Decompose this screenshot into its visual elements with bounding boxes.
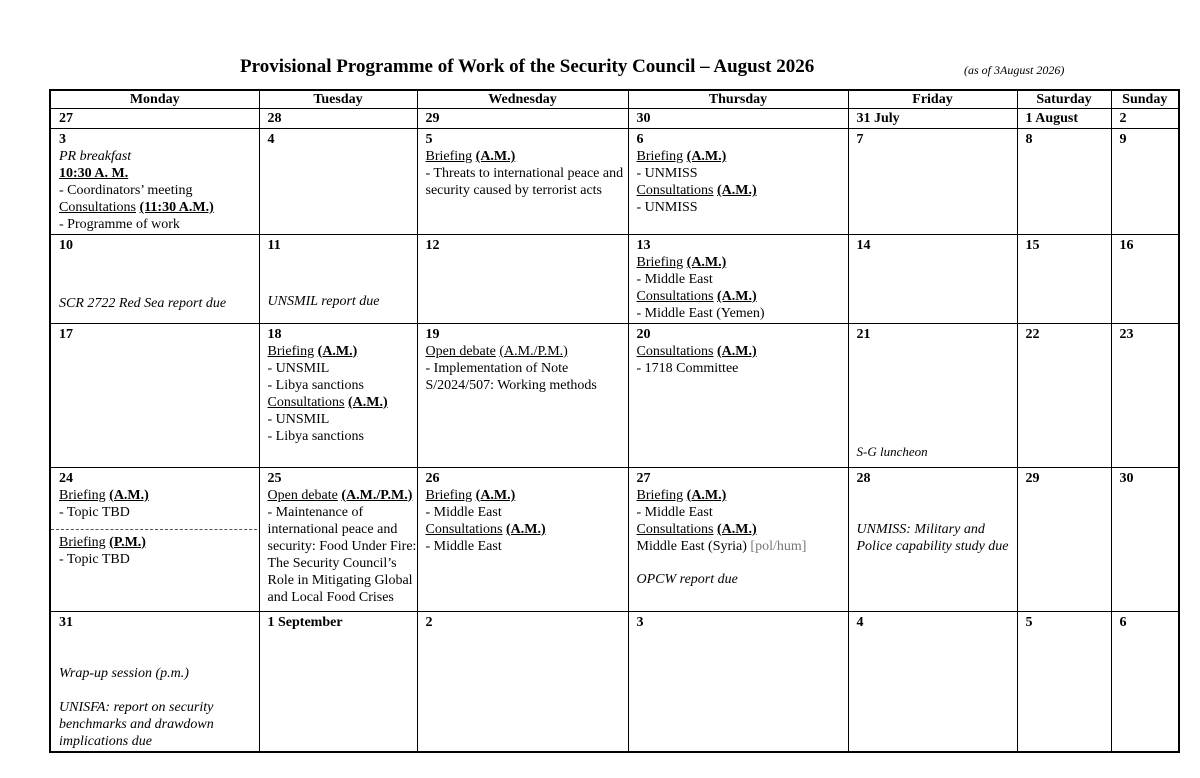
header-monday: Monday [50,90,259,109]
day-number: 8 [1025,132,1033,148]
day-number: 31 July [856,111,900,126]
day-cell [628,467,848,611]
event-heading [637,182,848,199]
day-cell [848,467,1017,611]
day-cell [1111,467,1179,611]
day-number: 13 [636,237,651,253]
day-number: 28 [267,111,282,126]
event-topic: Middle East (Syria) [636,538,747,554]
event-note: PR breakfast [59,149,132,165]
event-heading [637,487,848,504]
day-number: 2 [1119,111,1127,126]
day-number: 21 [856,326,871,342]
event-type: Open debate [425,343,496,359]
event-note: Wrap-up session (p.m.) [59,665,189,681]
day-cell [848,323,1017,467]
day-number: 29 [425,111,440,126]
day-number: 4 [267,132,275,148]
page-title: Provisional Programme of Work of the Security Council – August 2026 [240,56,815,77]
event-type: Open debate [267,487,338,503]
day-number: 3 [636,614,644,630]
day-number: 19 [425,326,440,342]
event-item: - UNSMIL [267,411,330,427]
week-row [50,467,1179,611]
week-row [50,109,1179,129]
day-cell [417,129,628,235]
day-cell [848,109,1017,129]
day-cell [417,323,628,467]
day-cell [1111,611,1179,752]
day-cell [50,467,259,611]
day-cell [50,234,259,323]
day-number: 27 [636,470,651,486]
event-type: Briefing [425,149,473,165]
day-cell [628,109,848,129]
day-number: 22 [1025,326,1040,342]
event-type: Consultations [636,521,714,537]
day-number: 30 [636,111,651,126]
day-cell [848,234,1017,323]
day-cell [1111,234,1179,323]
event-item: - Middle East [425,504,502,520]
event-type: Briefing [59,487,106,503]
week-row [50,234,1179,323]
weekday-header-row [50,90,1179,109]
day-cell [1111,323,1179,467]
event-item: - Topic TBD [59,504,130,520]
event-item: - Topic TBD [59,551,130,567]
event-item: - Programme of work [59,217,180,233]
event-heading [59,487,259,504]
event-time: (11:30 A.M.) [139,200,214,216]
event-note: UNISFA: report on security benchmarks and drawdown implications due [59,699,214,749]
day-number: 16 [1119,237,1134,253]
day-number: 4 [856,614,864,630]
event-item: - 1718 Committee [636,360,739,376]
event-heading [637,288,848,305]
event-time: (A.M.) [348,394,388,410]
day-number: 25 [267,470,282,486]
day-number: 27 [59,111,73,126]
event-time: (A.M.) [717,288,757,304]
event-heading [59,199,259,216]
event-note: S-G luncheon [856,443,928,459]
day-cell [1111,129,1179,235]
day-number: 28 [856,470,871,486]
day-cell [848,611,1017,752]
event-time: (A.M.) [109,487,149,503]
event-note: UNMISS: Military and Police capability study due [856,521,1009,554]
event-type: Consultations [59,200,137,216]
event-type: Briefing [636,149,684,165]
day-number: 2 [425,614,433,630]
event-type: Briefing [59,534,106,550]
header-wednesday: Wednesday [417,90,628,109]
day-number: 1 September [267,614,343,630]
day-cell [628,129,848,235]
event-item: - UNSMIL [267,360,330,376]
event-heading [426,487,628,504]
day-number: 23 [1119,326,1134,342]
day-number: 7 [856,132,864,148]
day-number: 12 [425,237,440,253]
event-item: - Libya sanctions [267,377,364,393]
event-item: - Threats to international peace and security caused by terrorist acts [425,166,624,199]
event-item: - Libya sanctions [267,428,364,444]
event-type: Briefing [636,487,684,503]
event-time: (A.M.) [317,343,358,359]
event-type: Consultations [636,183,714,199]
day-cell [417,611,628,752]
day-number: 9 [1119,132,1127,148]
event-item: - Implementation of Note S/2024/507: Working methods [425,360,597,393]
day-cell [628,234,848,323]
event-heading [637,148,848,165]
day-cell [50,611,259,752]
event-note: SCR 2722 Red Sea report due [59,295,227,311]
event-heading [59,534,259,551]
day-cell [259,611,417,752]
week-row [50,323,1179,467]
event-tag: [pol/hum] [750,538,807,554]
event-heading [268,487,417,504]
week-row [50,611,1179,752]
header-friday: Friday [848,90,1017,109]
day-cell [848,129,1017,235]
event-time: (A.M.) [475,487,516,503]
event-heading [268,343,417,360]
event-heading [426,148,628,165]
day-cell [50,323,259,467]
event-time: 10:30 A. M. [59,166,129,182]
calendar-table [49,89,1180,753]
day-number: 6 [1119,614,1127,630]
event-time: (A.M.) [506,521,546,537]
day-number: 1 August [1025,111,1079,126]
event-time: (A.M.) [717,521,757,537]
event-time: (A.M.) [717,183,757,199]
day-cell [628,611,848,752]
day-cell [259,129,417,235]
event-heading [637,254,848,271]
header-thursday: Thursday [628,90,848,109]
event-time: (A.M.) [686,149,727,165]
day-cell [259,109,417,129]
event-time: (A.M.) [686,487,727,503]
event-time: (A.M.) [686,254,727,270]
event-time: (A.M./P.M.) [341,487,413,503]
day-cell [1111,109,1179,129]
day-cell [417,467,628,611]
header-saturday: Saturday [1017,90,1111,109]
header-sunday: Sunday [1111,90,1179,109]
day-cell [259,234,417,323]
day-number: 31 [59,614,73,630]
day-number: 20 [636,326,651,342]
day-cell [1017,109,1111,129]
event-heading [426,521,628,538]
day-cell [628,323,848,467]
event-time: (A.M.) [717,343,757,359]
day-cell [259,467,417,611]
event-heading [637,343,848,360]
day-number: 10 [59,237,73,253]
event-heading [637,521,848,538]
day-cell [1017,323,1111,467]
day-number: 3 [59,132,66,148]
day-number: 5 [1025,614,1033,630]
event-type: Consultations [267,394,345,410]
day-number: 11 [267,237,281,253]
day-number: 29 [1025,470,1040,486]
week-row [50,129,1179,235]
day-number: 26 [425,470,440,486]
event-type: Briefing [425,487,473,503]
dashed-divider [51,529,259,530]
event-item: - UNMISS [636,200,698,216]
event-item: - Coordinators’ meeting [59,183,193,199]
event-item: - Middle East [636,504,713,520]
day-cell [1017,611,1111,752]
event-time: (A.M.) [475,149,516,165]
event-item [637,538,848,555]
event-item: - UNMISS [636,166,698,182]
event-item: - Middle East [636,271,713,287]
day-number: 18 [267,326,282,342]
event-type: Consultations [636,343,714,359]
day-cell [1017,129,1111,235]
event-note: OPCW report due [636,571,738,587]
day-number: 17 [59,326,73,342]
day-cell [259,323,417,467]
day-number: 14 [856,237,871,253]
event-type: Consultations [425,521,503,537]
day-cell [50,129,259,235]
event-time: (P.M.) [109,534,146,550]
day-number: 24 [59,470,73,486]
event-item: - Maintenance of international peace and security: Food Under Fire: The Security Council’s Role in Mitigating Global and Local Food Crises [267,504,417,605]
event-note: UNSMIL report due [267,293,380,309]
day-cell [1017,467,1111,611]
day-number: 5 [425,132,433,148]
day-cell [417,234,628,323]
header-tuesday: Tuesday [259,90,417,109]
day-number: 30 [1119,470,1134,486]
event-type: Consultations [636,288,714,304]
event-type: Briefing [267,343,315,359]
day-number: 6 [636,132,644,148]
day-cell [50,109,259,129]
event-heading [268,394,417,411]
as-of-date: (as of 3August 2026) [964,63,1065,77]
event-item: - Middle East (Yemen) [636,305,765,321]
day-cell [417,109,628,129]
event-type: Briefing [636,254,684,270]
event-time: (A.M./P.M.) [499,343,568,359]
day-number: 15 [1025,237,1040,253]
event-heading [426,343,628,360]
event-item: - Middle East [425,538,502,554]
day-cell [1017,234,1111,323]
